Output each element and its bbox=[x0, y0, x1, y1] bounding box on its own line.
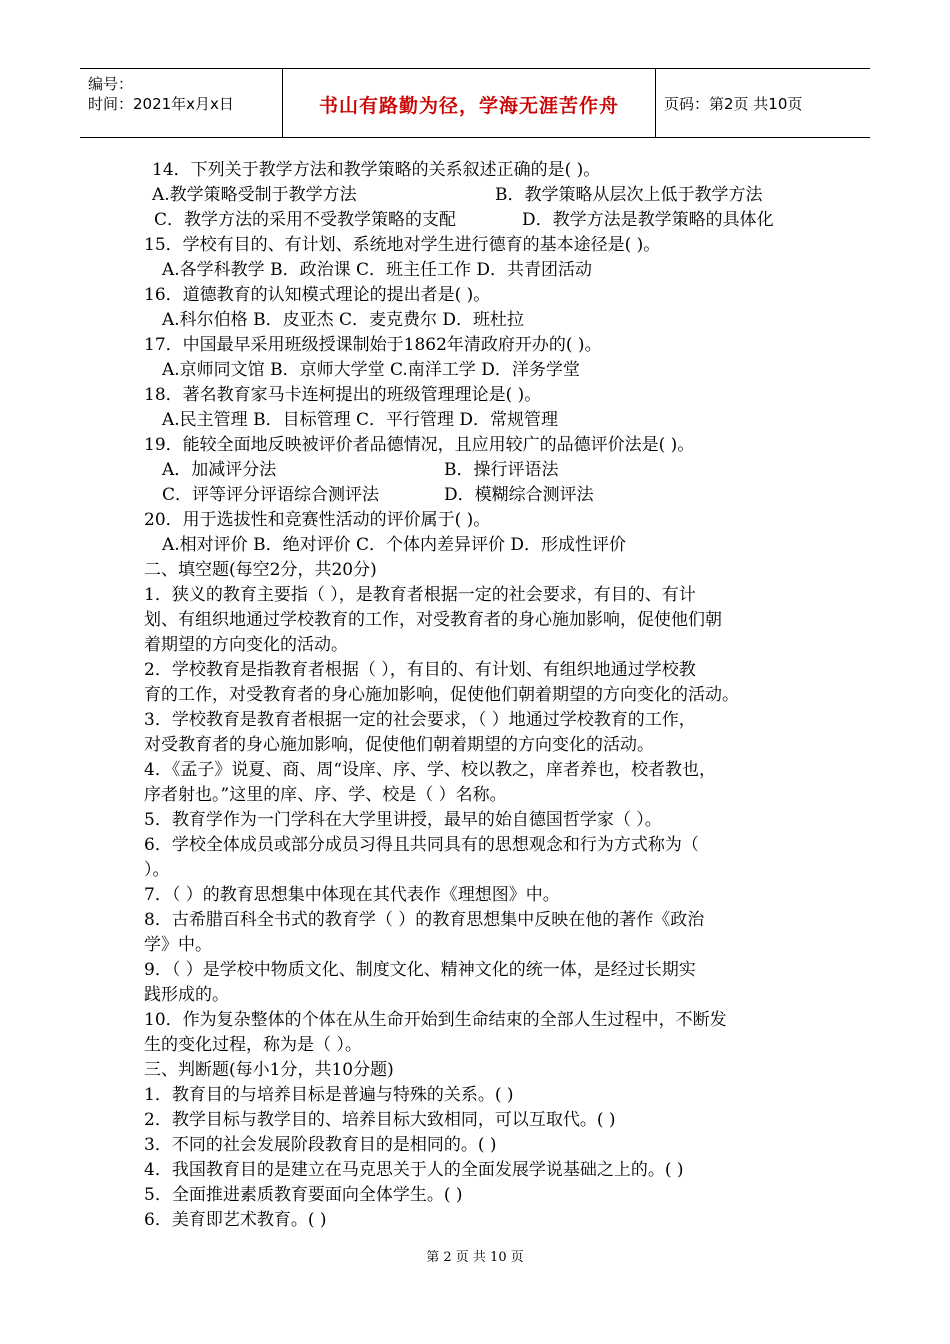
options-15: A.各学科教学 B．政治课 C．班主任工作 D．共青团活动 bbox=[162, 260, 593, 280]
option-19b: B．操行评语法 bbox=[444, 460, 559, 480]
options-20: A.相对评价 B．绝对评价 C．个体内差异评价 D．形成性评价 bbox=[162, 535, 627, 555]
judgment-3: 3．不同的社会发展阶段教育目的是相同的。( ) bbox=[144, 1135, 497, 1155]
question-14: 14．下列关于教学方法和教学策略的关系叙述正确的是( )。 bbox=[152, 160, 601, 180]
page-info: 页码：第2页 共10页 bbox=[664, 95, 803, 113]
options-17: A.京师同文馆 B．京师大学堂 C.南洋工学 D．洋务学堂 bbox=[162, 360, 580, 380]
judgment-1: 1．教育目的与培养目标是普遍与特殊的关系。( ) bbox=[144, 1085, 514, 1105]
header-meta-cell bbox=[80, 69, 283, 137]
fill-6-line2: ）。 bbox=[144, 860, 170, 880]
fill-2-line1: 2．学校教育是指教育者根据（ ），有目的、有计划、有组织地通过学校教 bbox=[144, 660, 696, 680]
fill-6-line1: 6．学校全体成员或部分成员习得且共同具有的思想观念和行为方式称为（ bbox=[144, 835, 699, 855]
question-15: 15．学校有目的、有计划、系统地对学生进行德育的基本途径是( )。 bbox=[144, 235, 661, 255]
option-19a: A．加减评分法 bbox=[162, 460, 277, 480]
question-19: 19．能较全面地反映被评价者品德情况，且应用较广的品德评价法是( )。 bbox=[144, 435, 695, 455]
fill-9-line2: 践形成的。 bbox=[144, 985, 229, 1005]
fill-1-line2: 划、有组织地通过学校教育的工作，对受教育者的身心施加影响，促使他们朝 bbox=[144, 610, 722, 630]
fill-1-line1: 1．狭义的教育主要指（ ），是教育者根据一定的社会要求，有目的、有计 bbox=[144, 585, 696, 605]
fill-10-line2: 生的变化过程，称为是（ ）。 bbox=[144, 1035, 362, 1055]
option-14a: A.教学策略受制于教学方法 bbox=[152, 185, 357, 205]
page-footer: 第 2 页 共 10 页 bbox=[426, 1250, 524, 1265]
judgment-2: 2．教学目标与教学目的、培养目标大致相同，可以互取代。( ) bbox=[144, 1110, 616, 1130]
option-19d: D．模糊综合测评法 bbox=[444, 485, 594, 505]
motto: 书山有路勤为径，学海无涯苦作舟 bbox=[318, 95, 619, 117]
option-19c: C．评等评分评语综合测评法 bbox=[162, 485, 380, 505]
section-fill-in-heading: 二、填空题(每空2分，共20分) bbox=[144, 560, 377, 580]
section-judgment-heading: 三、判断题(每小1分，共10分题) bbox=[144, 1060, 394, 1080]
header-motto-cell bbox=[283, 69, 656, 137]
option-14c: C．教学方法的采用不受教学策略的支配 bbox=[154, 210, 457, 230]
judgment-4: 4．我国教育目的是建立在马克思关于人的全面发展学说基础之上的。( ) bbox=[144, 1160, 684, 1180]
fill-8-line2: 学》中。 bbox=[144, 935, 212, 955]
option-14d: D．教学方法是教学策略的具体化 bbox=[522, 210, 774, 230]
fill-10-line1: 10．作为复杂整体的个体在从生命开始到生命结束的全部人生过程中，不断发 bbox=[144, 1010, 727, 1030]
header-page-cell bbox=[656, 69, 870, 137]
judgment-6: 6．美育即艺术教育。( ) bbox=[144, 1210, 327, 1230]
serial-number: 编号： bbox=[88, 75, 134, 93]
fill-3-line1: 3．学校教育是教育者根据一定的社会要求，（ ）地通过学校教育的工作， bbox=[144, 710, 696, 730]
fill-1-line3: 着期望的方向变化的活动。 bbox=[144, 635, 348, 655]
fill-5: 5．教育学作为一门学科在大学里讲授，最早的始自德国哲学家（ ）。 bbox=[144, 810, 662, 830]
question-18: 18．著名教育家马卡连柯提出的班级管理理论是( )。 bbox=[144, 385, 542, 405]
question-20: 20．用于选拔性和竞赛性活动的评价属于( )。 bbox=[144, 510, 491, 530]
question-16: 16．道德教育的认知模式理论的提出者是( )。 bbox=[144, 285, 491, 305]
option-14b: B．教学策略从层次上低于教学方法 bbox=[495, 185, 763, 205]
options-18: A.民主管理 B．目标管理 C．平行管理 D．常规管理 bbox=[162, 410, 559, 430]
fill-3-line2: 对受教育者的身心施加影响，促使他们朝着期望的方向变化的活动。 bbox=[144, 735, 654, 755]
fill-4-line1: 4．《孟子》说夏、商、周“设庠、序、学、校以教之，庠者养也，校者教也， bbox=[144, 760, 717, 780]
fill-4-line2: 序者射也。”这里的庠、序、学、校是（ ）名称。 bbox=[144, 785, 507, 805]
date-label: 时间：2021年x月x日 bbox=[88, 95, 234, 113]
fill-2-line2: 育的工作，对受教育者的身心施加影响，促使他们朝着期望的方向变化的活动。 bbox=[144, 685, 739, 705]
fill-9-line1: 9．（ ）是学校中物质文化、制度文化、精神文化的统一体，是经过长期实 bbox=[144, 960, 696, 980]
fill-8-line1: 8．古希腊百科全书式的教育学（ ）的教育思想集中反映在他的著作《政治 bbox=[144, 910, 705, 930]
judgment-5: 5．全面推进素质教育要面向全体学生。( ) bbox=[144, 1185, 463, 1205]
page-header bbox=[80, 68, 870, 138]
question-17: 17．中国最早采用班级授课制始于1862年清政府开办的( )。 bbox=[144, 335, 602, 355]
fill-7: 7．（ ）的教育思想集中体现在其代表作《理想图》中。 bbox=[144, 885, 560, 905]
options-16: A.科尔伯格 B．皮亚杰 C．麦克费尔 D．班杜拉 bbox=[162, 310, 525, 330]
